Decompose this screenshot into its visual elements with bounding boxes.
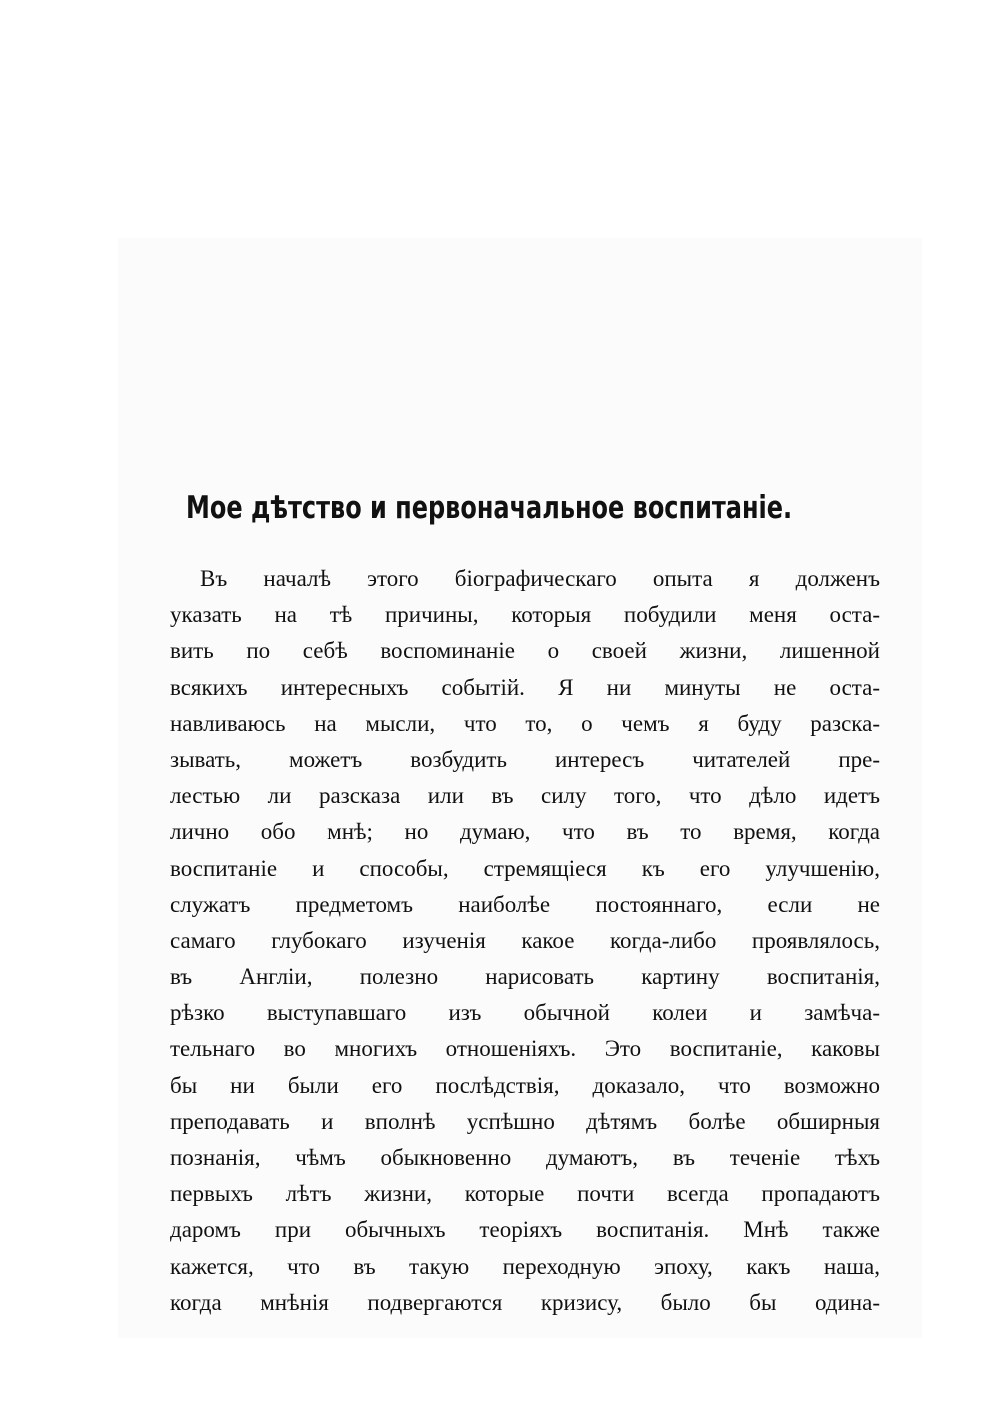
text-line: рѣзко выступавшаго изъ обычной колеи и замѣча- — [170, 1000, 880, 1026]
text-line: навливаюсь на мысли, что то, о чемъ я буду разска- — [170, 710, 880, 736]
text-line: когда мнѣнія подвергаются кризису, было бы одина- — [170, 1289, 880, 1315]
text-line: познанія, чѣмъ обыкновенно думаютъ, въ теченіе тѣхъ — [170, 1145, 880, 1170]
text-line: первыхъ лѣтъ жизни, которые почти всегда пропадаютъ — [170, 1181, 880, 1207]
text-line: кажется, что въ такую переходную эпоху, какъ наша, — [170, 1253, 880, 1279]
text-line: даромъ при обычныхъ теоріяхъ воспитанія. Мнѣ также — [170, 1217, 880, 1243]
text-line: воспитаніе и способы, стремящіеся къ его улучшенію, — [170, 855, 880, 881]
text-line: въ Англіи, полезно нарисовать картину воспитанія, — [170, 964, 880, 990]
text-line: бы ни были его послѣдствія, доказало, что возможно — [170, 1072, 880, 1098]
text-line: Въ началѣ этого біографическаго опыта я долженъ — [200, 566, 880, 591]
text-line: самаго глубокаго изученія какое когда-либо проявлялось, — [170, 927, 880, 953]
text-line: служатъ предметомъ наиболѣе постояннаго, если не — [170, 891, 880, 917]
text-line: лично обо мнѣ; но думаю, что въ то время, когда — [170, 819, 880, 845]
text-line: всякихъ интересныхъ событій. Я ни минуты не оста- — [170, 674, 880, 700]
body-paragraph — [170, 561, 880, 1321]
chapter-title: Мое дѣтство и первоначальное воспитаніе. — [186, 490, 793, 526]
text-line: тельнаго во многихъ отношеніяхъ. Это воспитаніе, каковы — [170, 1036, 880, 1062]
text-line: указать на тѣ причины, которыя побудили меня оста- — [170, 602, 880, 628]
text-line: вить по себѣ воспоминаніе о своей жизни, лишенной — [170, 638, 880, 664]
text-line: лестью ли разсказа или въ силу того, что дѣло идетъ — [170, 783, 880, 809]
text-line: преподавать и вполнѣ успѣшно дѣтямъ болѣе обширныя — [170, 1108, 880, 1134]
text-line: зывать, можетъ возбудить интересъ читателей пре- — [170, 746, 880, 772]
